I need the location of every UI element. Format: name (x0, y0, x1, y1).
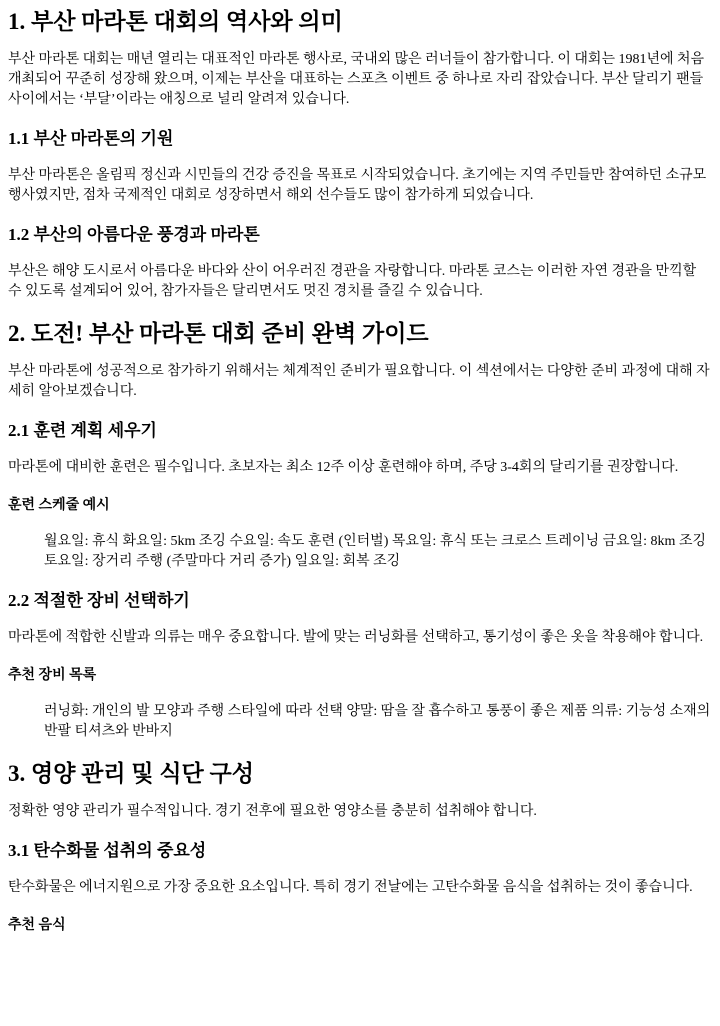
subsection-1-1-heading: 1.1 부산 마라톤의 기원 (8, 129, 174, 148)
subsection-2-1-text: 마라톤에 대비한 훈련은 필수입니다. 초보자는 최소 12주 이상 훈련해야 하며, 주당 3-4회의 달리기를 권장합니다. (8, 460, 679, 475)
subsection-1-2-text: 부산은 해양 도시로서 아름다운 바다와 산이 어우러진 경관을 자랑합니다. 마라톤 코스는 이러한 자연 경관을 만끽할 수 있도록 설계되어 있어, 참가자들은 달리면서도 멋진 경치를 즐길 수 있습니다. (8, 264, 697, 299)
equipment-list: 러닝화: 개인의 발 모양과 주행 스타일에 따라 선택 양말: 땀을 잘 흡수하고 통풍이 좋은 제품 의류: 기능성 소재의 반팔 티셔츠와 반바지 (44, 704, 711, 739)
section-1-heading: 1. 부산 마라톤 대회의 역사와 의미 (8, 9, 343, 34)
subsection-2-1-heading: 2.1 훈련 계획 세우기 (8, 421, 157, 440)
equipment-list-heading: 추천 장비 목록 (8, 668, 97, 683)
subsection-2-2-text: 마라톤에 적합한 신발과 의류는 매우 중요합니다. 발에 맞는 러닝화를 선택하고, 통기성이 좋은 옷을 착용해야 합니다. (8, 630, 704, 645)
training-schedule-list: 월요일: 휴식 화요일: 5km 조깅 수요일: 속도 훈련 (인터벌) 목요일: 휴식 또는 크로스 트레이닝 금요일: 8km 조깅 토요일: 장거리 주행 (주말마다 거리 증가) 일요일: 회복 조깅 (44, 534, 706, 569)
recommended-food-heading: 추천 음식 (8, 918, 66, 933)
article (0, 8, 720, 936)
training-schedule-heading: 훈련 스케줄 예시 (8, 498, 110, 513)
section-3-heading: 3. 영양 관리 및 식단 구성 (8, 761, 254, 786)
subsection-3-1-text: 탄수화물은 에너지원으로 가장 중요한 요소입니다. 특히 경기 전날에는 고탄수화물 음식을 섭취하는 것이 좋습니다. (8, 880, 693, 895)
section-3-intro: 정확한 영양 관리가 필수적입니다. 경기 전후에 필요한 영양소를 충분히 섭취해야 합니다. (8, 804, 537, 819)
subsection-3-1-heading: 3.1 탄수화물 섭취의 중요성 (8, 841, 207, 860)
section-1-intro: 부산 마라톤 대회는 매년 열리는 대표적인 마라톤 행사로, 국내외 많은 러너들이 참가합니다. 이 대회는 1981년에 처음 개최되어 꾸준히 성장해 왔으며, 이제는 부산을 대표하는 스포츠 이벤트 중 하나로 자리 잡았습니다. 부산 달리기 팬들 사이에서는 ‘부달’이라는 애칭으로 널리 알려져 있습니다. (8, 52, 705, 107)
section-2-intro: 부산 마라톤에 성공적으로 참가하기 위해서는 체계적인 준비가 필요합니다. 이 섹션에서는 다양한 준비 과정에 대해 자세히 알아보겠습니다. (8, 364, 710, 399)
subsection-1-2-heading: 1.2 부산의 아름다운 풍경과 마라톤 (8, 225, 260, 244)
subsection-2-2-heading: 2.2 적절한 장비 선택하기 (8, 591, 190, 610)
subsection-1-1-text: 부산 마라톤은 올림픽 정신과 시민들의 건강 증진을 목표로 시작되었습니다. 초기에는 지역 주민들만 참여하던 소규모 행사였지만, 점차 국제적인 대회로 성장하면서 해외 선수들도 많이 참가하게 되었습니다. (8, 168, 707, 203)
section-2-heading: 2. 도전! 부산 마라톤 대회 준비 완벽 가이드 (8, 321, 429, 346)
